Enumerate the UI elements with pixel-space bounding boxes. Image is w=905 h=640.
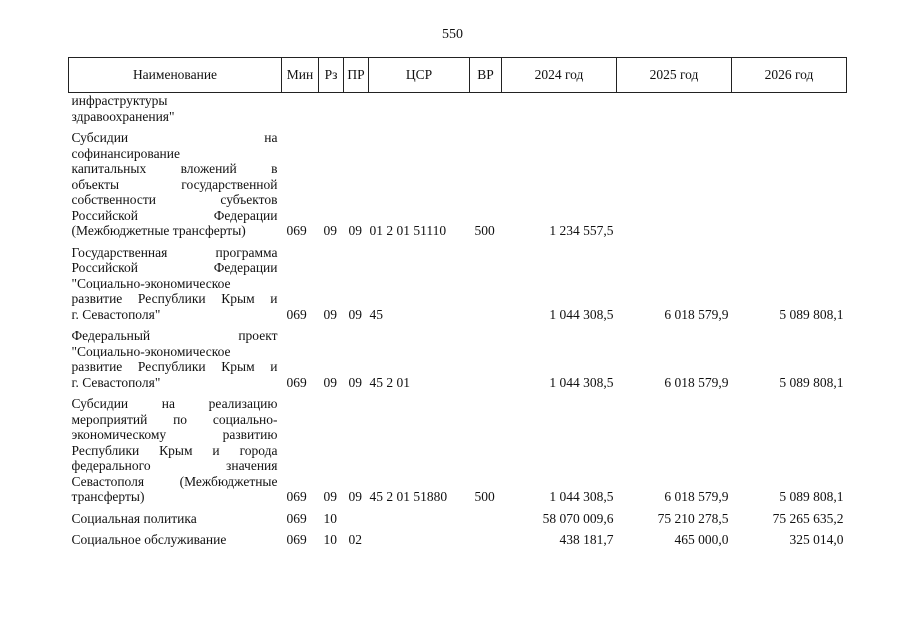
row-value-2025 bbox=[617, 124, 732, 239]
header-min: Мин bbox=[282, 58, 319, 93]
row-name-line: инфраструктуры bbox=[71, 93, 168, 108]
row-csr: 45 2 01 51880 bbox=[369, 489, 448, 504]
row-name-line: "Социально-экономическое bbox=[71, 343, 231, 359]
row-vr bbox=[470, 93, 502, 125]
row-vr: 500 bbox=[474, 489, 495, 504]
table-row bbox=[69, 505, 847, 527]
row-value-2026: 5 089 808,1 bbox=[779, 489, 844, 504]
table-row bbox=[69, 526, 847, 548]
row-name-line: Российской Федерации bbox=[71, 260, 278, 275]
header-vr: ВР bbox=[470, 58, 502, 93]
row-value-2024: 1 234 557,5 bbox=[549, 223, 614, 238]
row-value-2024: 58 070 009,6 bbox=[542, 510, 614, 526]
row-vr: 500 bbox=[474, 223, 495, 238]
row-value-2026: 325 014,0 bbox=[789, 532, 844, 547]
row-csr bbox=[369, 526, 470, 548]
row-pr: 09 bbox=[348, 374, 362, 390]
table-body bbox=[69, 93, 847, 548]
table-row bbox=[69, 124, 847, 239]
row-value-2025: 6 018 579,9 bbox=[664, 374, 729, 390]
row-rz bbox=[319, 93, 344, 125]
header-2025: 2025 год bbox=[617, 58, 732, 93]
row-name-line: собственности субъектов bbox=[71, 192, 278, 207]
header-name: Наименование bbox=[69, 58, 282, 93]
row-value-2026: 75 265 635,2 bbox=[772, 510, 844, 526]
row-vr bbox=[470, 526, 502, 548]
table-row bbox=[69, 93, 847, 125]
row-value-2026 bbox=[732, 93, 847, 125]
row-value-2026 bbox=[732, 124, 847, 239]
row-name bbox=[69, 239, 282, 323]
row-rz: 09 bbox=[323, 374, 337, 390]
row-name bbox=[69, 124, 282, 239]
row-min: 069 bbox=[286, 489, 307, 504]
row-name-line: "Социально-экономическое bbox=[71, 275, 231, 291]
row-name-line: Федеральный проект bbox=[71, 328, 278, 343]
row-min: 069 bbox=[286, 532, 307, 547]
row-min: 069 bbox=[286, 510, 307, 526]
header-pr: ПР bbox=[344, 58, 369, 93]
row-name bbox=[69, 526, 282, 548]
row-vr bbox=[470, 239, 502, 323]
row-name-line: федерального значения bbox=[71, 458, 278, 473]
row-pr: 09 bbox=[348, 223, 362, 238]
row-value-2024: 438 181,7 bbox=[559, 532, 614, 547]
header-2026: 2026 год bbox=[732, 58, 847, 93]
row-name-line: развитие Республики Крым и bbox=[71, 359, 278, 374]
row-name bbox=[69, 93, 282, 125]
row-name-line: софинансирование bbox=[71, 145, 181, 161]
page-number: 550 bbox=[442, 27, 463, 42]
row-name bbox=[69, 505, 282, 527]
row-pr bbox=[344, 93, 369, 125]
row-name bbox=[69, 390, 282, 505]
row-min bbox=[282, 93, 319, 125]
table-row bbox=[69, 322, 847, 390]
row-name-line: Севастополя (Межбюджетные bbox=[71, 473, 278, 489]
row-name-line: Социальное обслуживание bbox=[71, 532, 227, 547]
row-name-line: Социальная политика bbox=[71, 510, 197, 526]
table-row bbox=[69, 239, 847, 323]
row-pr: 09 bbox=[348, 306, 362, 322]
row-name-line: мероприятий по социально- bbox=[71, 411, 278, 427]
row-name-line: Республики Крым и города bbox=[71, 442, 278, 458]
row-min: 069 bbox=[286, 223, 307, 238]
row-name-line: здравоохранения" bbox=[71, 108, 175, 124]
row-min: 069 bbox=[286, 374, 307, 390]
row-csr: 45 bbox=[369, 306, 383, 322]
row-vr bbox=[470, 505, 502, 527]
row-name-line: г. Севастополя" bbox=[71, 306, 161, 322]
row-csr: 45 2 01 bbox=[369, 374, 410, 390]
header-2024: 2024 год bbox=[502, 58, 617, 93]
row-value-2025: 6 018 579,9 bbox=[664, 489, 729, 504]
row-value-2025: 6 018 579,9 bbox=[664, 306, 729, 322]
header-csr: ЦСР bbox=[369, 58, 470, 93]
row-rz: 09 bbox=[323, 306, 337, 322]
table-row bbox=[69, 390, 847, 505]
row-name-line: г. Севастополя" bbox=[71, 374, 161, 390]
row-rz: 10 bbox=[323, 510, 337, 526]
row-rz: 09 bbox=[323, 223, 337, 238]
row-value-2025 bbox=[617, 93, 732, 125]
table-header-row bbox=[69, 58, 847, 93]
row-name-line: развитие Республики Крым и bbox=[71, 291, 278, 306]
row-vr bbox=[470, 322, 502, 390]
row-pr: 02 bbox=[348, 532, 362, 547]
row-value-2026: 5 089 808,1 bbox=[779, 374, 844, 390]
row-pr bbox=[344, 505, 369, 527]
row-value-2024: 1 044 308,5 bbox=[549, 306, 614, 322]
row-name-line: капитальных вложений в bbox=[71, 161, 278, 176]
row-rz: 09 bbox=[323, 489, 337, 504]
row-value-2026: 5 089 808,1 bbox=[779, 306, 844, 322]
row-value-2024: 1 044 308,5 bbox=[549, 374, 614, 390]
row-name-line: (Межбюджетные трансферты) bbox=[71, 223, 246, 238]
row-name-line: трансферты) bbox=[71, 489, 145, 504]
row-value-2024: 1 044 308,5 bbox=[549, 489, 614, 504]
row-csr bbox=[369, 505, 470, 527]
row-rz: 10 bbox=[323, 532, 337, 547]
budget-table bbox=[68, 57, 847, 548]
row-csr: 01 2 01 51110 bbox=[369, 223, 447, 238]
row-csr bbox=[369, 93, 470, 125]
row-name-line: Субсидии на реализацию bbox=[71, 396, 278, 411]
row-name-line: экономическому развитию bbox=[71, 427, 278, 442]
row-name-line: Субсидии на bbox=[71, 130, 278, 145]
row-value-2025: 465 000,0 bbox=[674, 532, 729, 547]
row-min: 069 bbox=[286, 306, 307, 322]
header-rz: Рз bbox=[319, 58, 344, 93]
row-name bbox=[69, 322, 282, 390]
row-name-line: Российской Федерации bbox=[71, 207, 278, 223]
row-value-2024 bbox=[502, 93, 617, 125]
row-value-2025: 75 210 278,5 bbox=[657, 510, 729, 526]
row-name-line: Государственная программа bbox=[71, 244, 278, 260]
row-name-line: объекты государственной bbox=[71, 176, 278, 192]
row-pr: 09 bbox=[348, 489, 362, 504]
